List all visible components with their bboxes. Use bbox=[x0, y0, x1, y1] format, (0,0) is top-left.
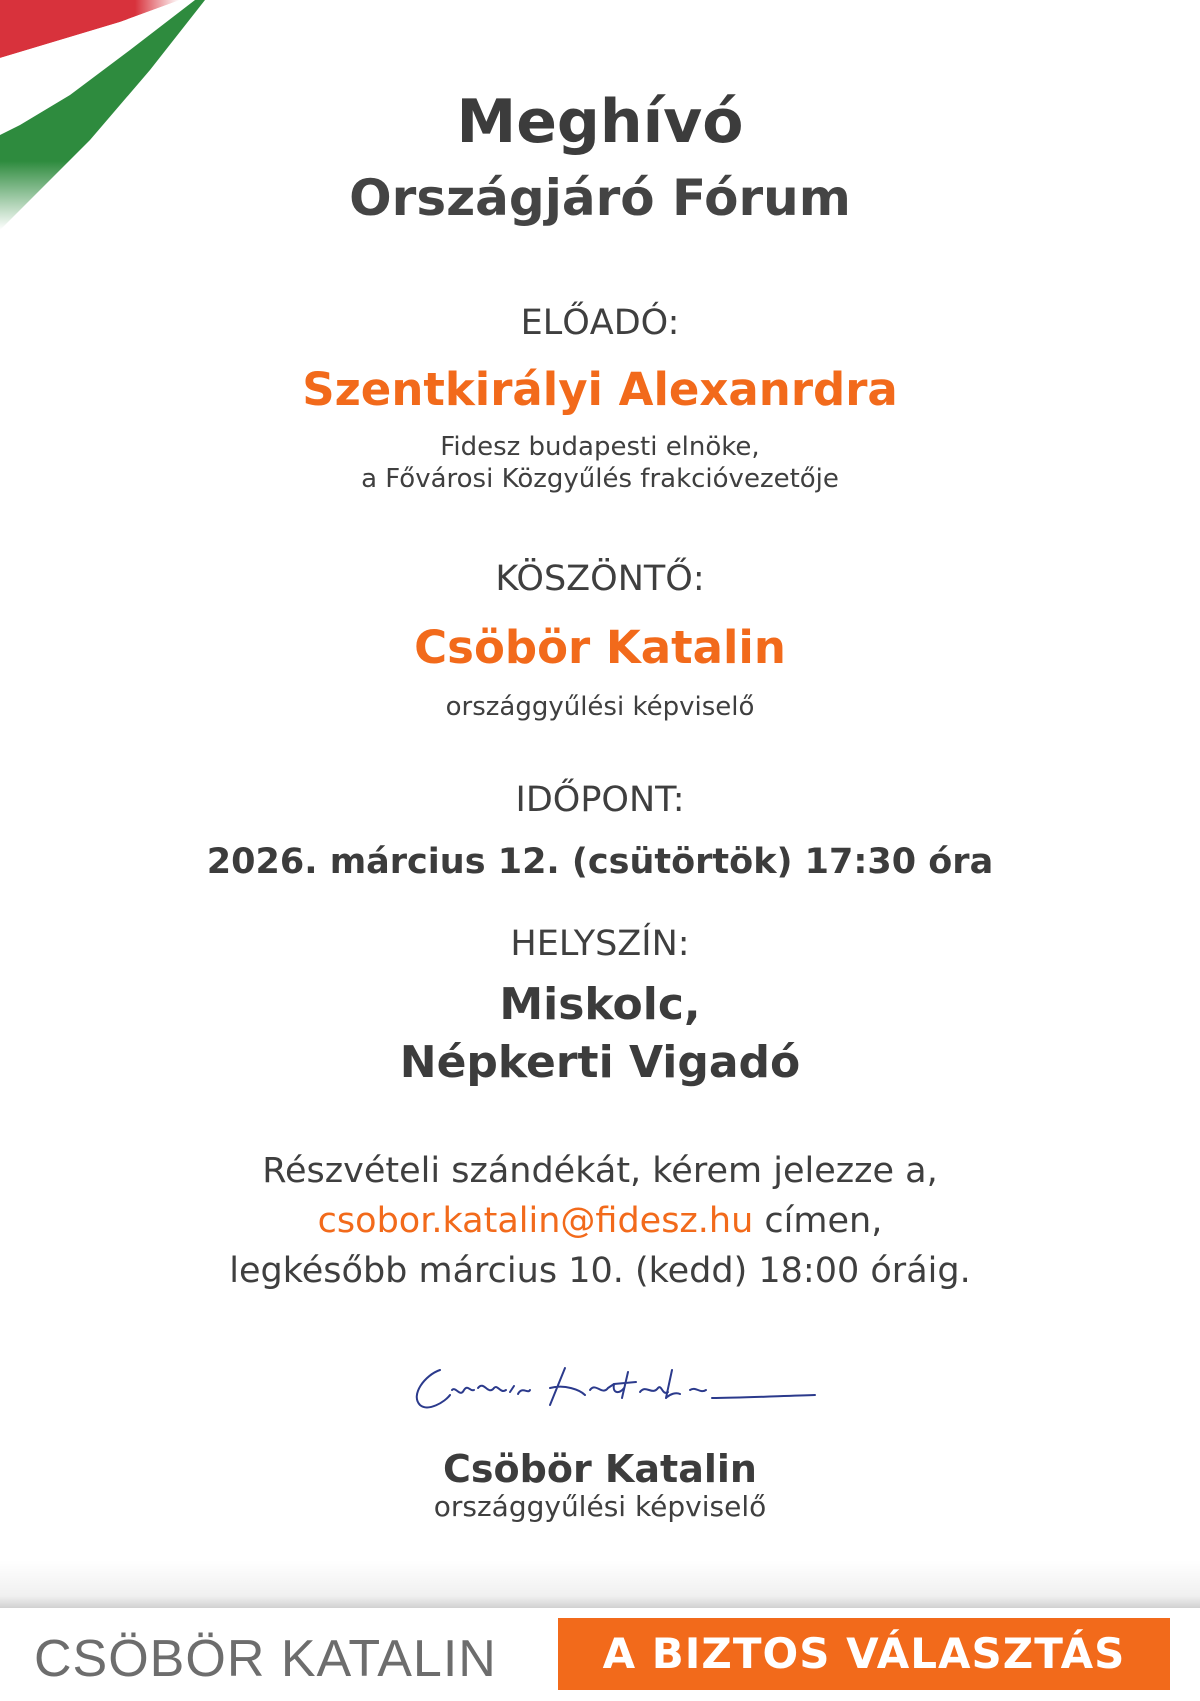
speaker-name: Szentkirályi Alexanrdra bbox=[302, 363, 898, 416]
rsvp-line2 bbox=[0, 1196, 1200, 1246]
footer-shadow bbox=[0, 1560, 1200, 1608]
time-label: IDŐPONT: bbox=[515, 780, 685, 820]
rsvp-line1: Részvételi szándékát, kérem jelezze a, bbox=[262, 1151, 938, 1191]
rsvp-line2-suffix: címen, bbox=[753, 1201, 883, 1241]
rsvp-email-link[interactable]: csobor.katalin@fidesz.hu bbox=[317, 1201, 754, 1241]
rsvp-line3: legkésőbb március 10. (kedd) 18:00 óráig. bbox=[229, 1251, 971, 1291]
greeting-name: Csöbör Katalin bbox=[414, 621, 786, 674]
event-date: 2026. március 12. (csütörtök) 17:30 óra bbox=[206, 842, 994, 882]
location-label: HELYSZÍN: bbox=[510, 924, 690, 964]
speaker-role-line2: a Fővárosi Közgyűlés frakcióvezetője bbox=[361, 464, 839, 494]
handwritten-signature bbox=[400, 1350, 820, 1420]
signatory-role: országgyűlési képviselő bbox=[433, 1490, 767, 1523]
invitation-title: Meghívó bbox=[456, 87, 744, 157]
location-city: Miskolc, bbox=[499, 979, 701, 1030]
signatory-name: Csöbör Katalin bbox=[443, 1447, 757, 1491]
greeting-label: KÖSZÖNTŐ: bbox=[495, 559, 705, 599]
footer-banner bbox=[0, 1608, 1200, 1701]
greeting-role: országgyűlési képviselő bbox=[445, 692, 755, 722]
event-subtitle: Országjáró Fórum bbox=[349, 169, 851, 227]
speaker-role-line1: Fidesz budapesti elnöke, bbox=[440, 432, 760, 462]
location-venue: Népkerti Vigadó bbox=[399, 1037, 801, 1088]
footer-candidate-name: CSÖBÖR KATALIN bbox=[34, 1630, 497, 1688]
footer-slogan: A BIZTOS VÁLASZTÁS bbox=[558, 1618, 1170, 1690]
speaker-label: ELŐADÓ: bbox=[520, 303, 680, 343]
